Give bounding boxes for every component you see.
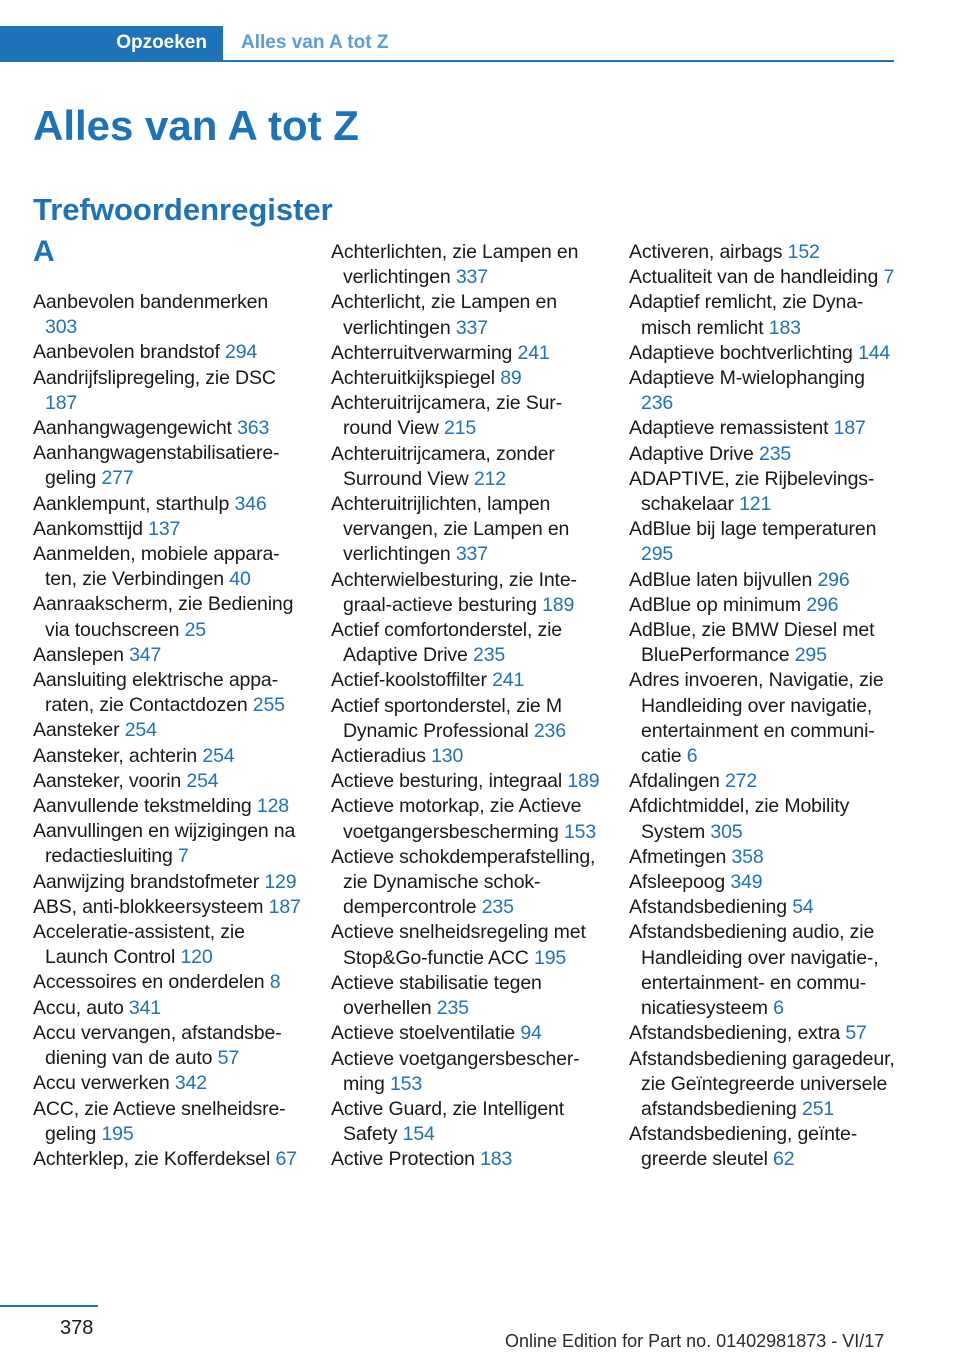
- index-entry-page-link[interactable]: 89: [500, 367, 522, 390]
- index-letter-heading: A: [33, 235, 55, 268]
- index-entry-term: Actualiteit van de handleiding: [629, 266, 879, 289]
- index-entry-term: Aansteker, voorin: [33, 769, 182, 792]
- index-entry-page-link[interactable]: 144: [858, 341, 891, 364]
- index-entry: [33, 769, 303, 794]
- index-entry-page-link[interactable]: 183: [768, 316, 801, 339]
- index-entry-term: Adres invoeren, Navigatie, zie Handleiding over navigatie, entertainment en communicatie: [629, 669, 884, 768]
- index-entry: [331, 769, 601, 794]
- index-entry-term: Adaptive Drive: [629, 442, 754, 465]
- index-entry-term: Aansteker, achterin: [33, 744, 198, 767]
- index-entry-term: AdBlue laten bijvullen: [629, 568, 813, 591]
- index-entry-term: Aanraakscherm, zie Bediening via touchscreen: [33, 593, 294, 641]
- index-entry: [629, 1021, 899, 1046]
- index-entry-term: Achterruitverwarming: [331, 341, 513, 364]
- index-entry-term: Afsleepoog: [629, 871, 726, 894]
- index-entry-term: Actieve snelheidsregeling met Stop&Go-functie ACC: [331, 921, 586, 969]
- index-entry: [33, 340, 303, 365]
- index-entry-page-link[interactable]: 235: [473, 644, 506, 667]
- index-entry: [331, 694, 601, 744]
- index-entry-term: Aanbevolen bandenmerken: [33, 291, 269, 313]
- index-entry-page-link[interactable]: 189: [542, 593, 575, 616]
- index-entry-page-link[interactable]: 337: [455, 316, 488, 339]
- index-entry-term: AdBlue bij lage temperaturen: [629, 518, 877, 541]
- index-entry-page-link[interactable]: 62: [773, 1148, 795, 1171]
- index-subtitle: Trefwoordenregister: [33, 192, 333, 227]
- index-entry-page-link[interactable]: 235: [436, 997, 469, 1020]
- index-entry-term: Aanvullende tekstmelding: [33, 795, 252, 818]
- index-entry-page-link[interactable]: 187: [268, 895, 301, 918]
- index-entry-term: ADAPTIVE, zie Rijbelevingsschakelaar: [629, 467, 875, 516]
- index-entry-term: Afmetingen: [629, 845, 727, 868]
- index-entry-page-link[interactable]: 120: [180, 946, 213, 969]
- index-entry: [33, 542, 303, 592]
- index-entry-page-link[interactable]: 6: [773, 997, 784, 1020]
- index-entry: [629, 845, 899, 870]
- index-entry-term: Accessoires en onderdelen: [33, 971, 265, 994]
- index-entry: [629, 1122, 899, 1172]
- index-entry-term: Achterlicht, zie Lampen en verlichtingen: [331, 291, 557, 339]
- index-entry-term: Active Protection: [331, 1148, 475, 1171]
- index-entry-term: Afdalingen: [629, 770, 720, 793]
- index-entry-page-link[interactable]: 183: [480, 1148, 513, 1171]
- section-tab-opzoeken[interactable]: Opzoeken: [0, 26, 223, 60]
- index-entry: [629, 416, 899, 441]
- page-tab-alles-van-a-tot-z[interactable]: Alles van A tot Z: [241, 32, 389, 53]
- index-entry: [33, 920, 303, 970]
- index-entry-page-link[interactable]: 235: [481, 896, 514, 919]
- index-entry-page-link[interactable]: 349: [730, 871, 763, 894]
- index-entry-term: Aanhangwagengewicht: [33, 417, 232, 440]
- index-entry-term: AdBlue op minimum: [629, 593, 801, 616]
- index-entry: [33, 366, 303, 416]
- index-entry: [629, 668, 899, 769]
- index-entry: [629, 290, 899, 340]
- index-entry-term: Actief comfortonderstel, zie Adaptive Drive: [331, 619, 562, 667]
- index-entry-page-link[interactable]: 130: [431, 745, 464, 768]
- index-entry: [33, 895, 303, 920]
- index-entry-page-link[interactable]: 241: [517, 341, 550, 364]
- index-column-1: [33, 290, 303, 1172]
- index-entry-page-link[interactable]: 153: [389, 1072, 423, 1095]
- index-entry: [331, 920, 601, 970]
- index-entry-term: Achterwielbesturing, zie Integraal-actieve besturing: [331, 568, 578, 616]
- index-entry: [33, 517, 303, 542]
- index-entry: [33, 744, 303, 769]
- index-entry-page-link[interactable]: 121: [739, 493, 772, 516]
- index-entry-page-link[interactable]: 251: [802, 1097, 835, 1120]
- index-entry-term: Accu, auto: [33, 996, 124, 1019]
- index-entry-term: Achteruitrijcamera, zie Surround View: [331, 392, 563, 440]
- index-entry: [629, 618, 899, 668]
- index-entry-page-link[interactable]: 255: [252, 694, 285, 717]
- index-entry-term: Actieve voetgangersbescherming: [331, 1047, 580, 1095]
- index-entry-page-link[interactable]: 241: [492, 669, 525, 692]
- index-entry: [331, 366, 601, 391]
- index-entry-page-link[interactable]: 235: [759, 442, 792, 465]
- index-column-3: [629, 240, 899, 1173]
- index-entry: [629, 769, 899, 794]
- index-entry: [331, 845, 601, 921]
- index-entry-page-link[interactable]: 236: [641, 392, 674, 415]
- index-entry-page-link[interactable]: 129: [264, 870, 297, 893]
- index-entry-page-link[interactable]: 346: [234, 492, 267, 515]
- index-entry: [33, 643, 303, 668]
- index-entry-page-link[interactable]: 236: [533, 719, 566, 742]
- index-entry: [629, 467, 899, 517]
- index-entry-term: Aandrijfslipregeling, zie DSC: [33, 366, 276, 389]
- index-entry-page-link[interactable]: 358: [731, 845, 764, 868]
- index-entry-term: Acceleratie-assistent, zie Launch Control: [33, 921, 245, 969]
- index-entry-term: Accu vervangen, afstandsbediening van de auto: [33, 1021, 282, 1070]
- index-entry: [629, 593, 899, 618]
- index-entry-page-link[interactable]: 153: [563, 820, 597, 843]
- index-entry: [33, 819, 303, 869]
- index-entry: [331, 568, 601, 618]
- index-entry-page-link[interactable]: 94: [520, 1022, 542, 1045]
- index-entry-term: ABS, anti-blokkeersysteem: [33, 895, 264, 918]
- index-entry-page-link[interactable]: 212: [473, 467, 506, 490]
- index-entry-term: AdBlue, zie BMW Diesel met BluePerformance: [629, 619, 875, 667]
- index-entry: [629, 442, 899, 467]
- edition-note: Online Edition for Part no. 01402981873 - VI/17: [505, 1331, 885, 1351]
- index-entry-page-link[interactable]: 187: [833, 417, 866, 440]
- index-entry: [629, 568, 899, 593]
- index-entry-term: Aanslepen: [33, 643, 124, 666]
- index-entry: [331, 971, 601, 1021]
- index-entry-term: Accu verwerken: [33, 1072, 170, 1095]
- index-column-2: [331, 240, 601, 1173]
- index-entry: [331, 290, 601, 340]
- index-entry-page-link[interactable]: 277: [101, 467, 134, 490]
- index-entry: [331, 391, 601, 441]
- index-entry: [331, 1147, 601, 1172]
- index-entry-term: Achteruitrijlichten, lampen vervangen, zie Lampen en verlichtingen: [331, 493, 570, 566]
- index-entry: [629, 366, 899, 416]
- index-entry: [629, 870, 899, 895]
- index-entry: [331, 341, 601, 366]
- index-entry-term: Afdichtmiddel, zie Mobility System: [629, 795, 850, 843]
- index-entry-term: Actieradius: [331, 745, 426, 768]
- index-entry-page-link[interactable]: 57: [217, 1047, 240, 1070]
- page-header: [0, 26, 894, 62]
- index-entry-page-link[interactable]: 57: [845, 1022, 867, 1045]
- index-entry: [331, 668, 601, 693]
- index-entry: [331, 1021, 601, 1046]
- index-entry: [33, 1021, 303, 1071]
- index-entry-page-link[interactable]: 195: [534, 946, 567, 969]
- index-entry-page-link[interactable]: 363: [237, 417, 270, 440]
- index-entry: [331, 618, 601, 668]
- index-entry: [33, 996, 303, 1021]
- index-entry-term: Activeren, airbags: [629, 241, 783, 263]
- index-entry-page-link[interactable]: 296: [817, 568, 850, 591]
- index-entry-term: Afstandsbediening audio, zie Handleiding over navigatie-, entertainment- en communicatiesysteem: [629, 921, 879, 1020]
- index-entry-page-link[interactable]: 294: [225, 341, 258, 364]
- index-entry-page-link[interactable]: 7: [177, 845, 189, 868]
- index-entry: [33, 416, 303, 441]
- index-entry: [331, 240, 601, 290]
- index-entry: [33, 668, 303, 718]
- index-entry: [33, 970, 303, 995]
- index-entry-page-link[interactable]: 337: [455, 266, 488, 289]
- index-entry-page-link[interactable]: 347: [129, 643, 162, 666]
- index-entry-term: Aanmelden, mobiele apparaten, zie Verbindingen: [33, 543, 280, 591]
- footer-divider: [0, 1305, 98, 1307]
- index-entry: [629, 1047, 899, 1123]
- index-entry: [629, 920, 899, 1021]
- index-entry: [331, 1047, 601, 1097]
- index-entry-page-link[interactable]: 40: [229, 568, 251, 591]
- index-entry-page-link[interactable]: 295: [794, 644, 827, 667]
- index-entry-page-link[interactable]: 54: [792, 896, 814, 919]
- page-number: 378: [60, 1317, 94, 1339]
- index-entry-page-link[interactable]: 272: [724, 770, 758, 793]
- index-entry-term: Adaptieve bochtverlichting: [629, 341, 853, 364]
- index-entry-term: Aanwijzing brandstofmeter: [33, 870, 260, 893]
- index-entry: [331, 492, 601, 568]
- index-entry-term: Achteruitkijkspiegel: [331, 367, 495, 390]
- index-entry: [331, 442, 601, 492]
- index-entry-page-link[interactable]: 8: [269, 971, 281, 994]
- header-divider: [0, 60, 894, 62]
- index-entry-term: Aanbevolen brandstof: [33, 341, 220, 364]
- index-entry: [33, 290, 303, 340]
- index-entry-term: Adaptief remlicht, zie Dynamisch remlicht: [629, 291, 864, 339]
- index-entry-page-link[interactable]: 7: [883, 266, 895, 289]
- index-entry-page-link[interactable]: 195: [101, 1122, 134, 1145]
- index-entry: [331, 744, 601, 769]
- index-entry-term: Aankomsttijd: [33, 517, 143, 540]
- index-entry: [33, 441, 303, 491]
- page-title: Alles van A tot Z: [33, 102, 359, 149]
- index-entry-page-link[interactable]: 254: [186, 769, 219, 792]
- index-entry-term: Actief-koolstoffilter: [331, 669, 487, 692]
- index-entry-page-link[interactable]: 67: [275, 1147, 297, 1170]
- index-entry: [33, 592, 303, 642]
- index-entry: [33, 718, 303, 743]
- index-entry-page-link[interactable]: 254: [124, 719, 157, 742]
- index-entry-term: Actieve besturing, integraal: [331, 770, 563, 793]
- index-entry-term: Aansluiting elektrische apparaten, zie Contactdozen: [33, 669, 279, 717]
- index-entry-term: Actieve stabilisatie tegen overhellen: [331, 971, 542, 1020]
- index-entry: [33, 794, 303, 819]
- index-entry-term: Achterklep, zie Kofferdeksel: [33, 1147, 271, 1170]
- index-entry-term: Afstandsbediening, extra: [629, 1022, 841, 1045]
- index-entry: [629, 517, 899, 567]
- index-entry-term: Actieve stoelventilatie: [331, 1022, 516, 1045]
- index-entry-page-link[interactable]: 154: [402, 1123, 435, 1146]
- index-entry-term: Achterlichten, zie Lampen en verlichtingen: [331, 241, 579, 289]
- index-entry-term: Actieve schokdemperafstelling, zie Dynamische schokdempercontrole: [331, 845, 596, 919]
- index-entry-term: Aansteker: [33, 719, 120, 742]
- index-entry-term: Adaptieve remassistent: [629, 417, 829, 440]
- index-entry: [629, 240, 899, 265]
- index-entry-page-link[interactable]: 342: [174, 1072, 207, 1095]
- index-entry-page-link[interactable]: 215: [444, 417, 477, 440]
- index-entry-page-link[interactable]: 6: [686, 745, 698, 768]
- index-entry-page-link[interactable]: 254: [202, 744, 235, 767]
- index-entry: [33, 870, 303, 895]
- index-entry: [33, 1097, 303, 1147]
- index-entry-page-link[interactable]: 303: [45, 316, 78, 339]
- index-entry-page-link[interactable]: 137: [148, 517, 181, 540]
- index-entry-page-link[interactable]: 25: [184, 618, 206, 641]
- index-entry-term: Aanklempunt, starthulp: [33, 492, 230, 515]
- index-entry-page-link[interactable]: 189: [567, 770, 600, 793]
- index-entry: [331, 794, 601, 844]
- index-entry-page-link[interactable]: 337: [455, 543, 488, 566]
- index-entry-page-link[interactable]: 296: [806, 593, 839, 616]
- index-entry-term: Active Guard, zie Intelligent Safety: [331, 1097, 565, 1146]
- index-entry-term: Afstandsbediening: [629, 896, 787, 919]
- index-entry-page-link[interactable]: 152: [787, 241, 820, 263]
- index-entry: [629, 895, 899, 920]
- index-entry-term: Aanvullingen en wijzigingen na redactiesluiting: [33, 820, 296, 868]
- index-entry-term: Aanhangwagenstabilisatieregeling: [33, 442, 280, 490]
- index-entry-page-link[interactable]: 295: [641, 543, 674, 566]
- index-entry-page-link[interactable]: 187: [45, 391, 78, 414]
- index-entry: [33, 492, 303, 517]
- index-entry-page-link[interactable]: 305: [710, 820, 743, 843]
- index-entry-term: Achteruitrijcamera, zonder Surround View: [331, 442, 555, 490]
- index-entry-term: Actieve motorkap, zie Actieve voetgangersbescherming: [331, 795, 582, 843]
- index-entry: [629, 265, 899, 290]
- index-entry: [33, 1147, 303, 1172]
- index-entry-term: Afstandsbediening, geïntegreerde sleutel: [629, 1123, 858, 1171]
- index-entry-term: Adaptieve M-wielophanging: [629, 367, 865, 390]
- index-entry-page-link[interactable]: 341: [128, 996, 162, 1019]
- index-entry-term: Actief sportonderstel, zie M Dynamic Professional: [331, 694, 562, 742]
- index-entry: [331, 1097, 601, 1147]
- index-entry: [629, 794, 899, 844]
- index-entry: [33, 1071, 303, 1096]
- index-entry-term: Afstandsbediening garagedeur, zie Geïntegreerde universele afstandsbediening: [629, 1047, 895, 1120]
- index-entry: [629, 341, 899, 366]
- index-entry-term: ACC, zie Actieve snelheidsregeling: [33, 1097, 286, 1145]
- index-entry-page-link[interactable]: 128: [256, 795, 289, 818]
